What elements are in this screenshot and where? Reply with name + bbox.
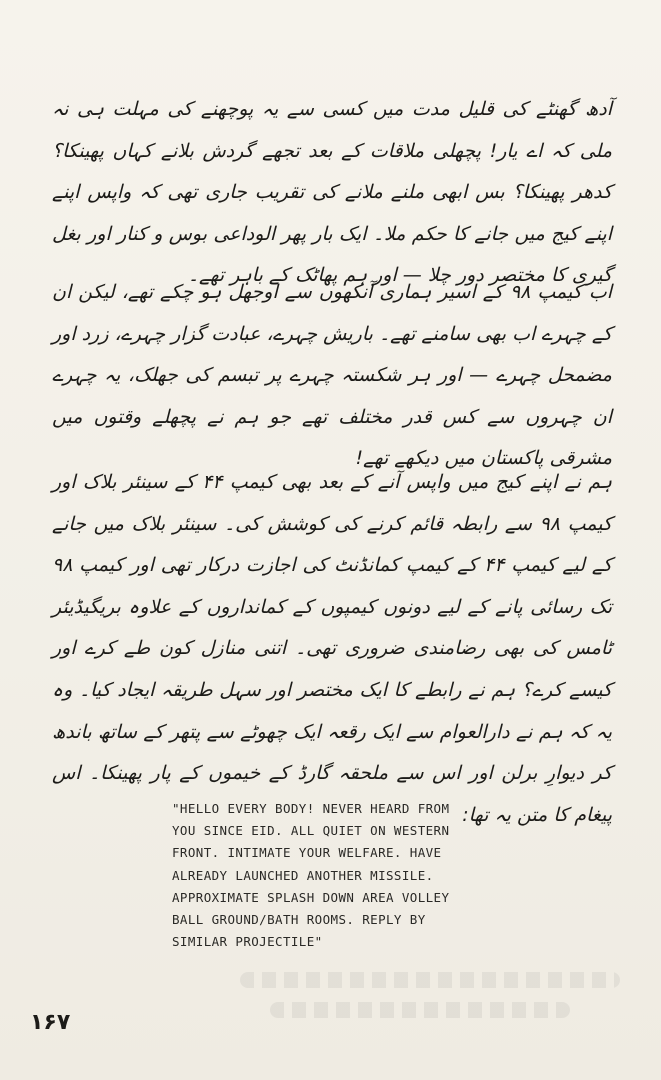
urdu-paragraph-contact: ہم نے اپنے کیج میں واپس آنے کے بعد بھی کیمپ ۴۴ کے سینئر بلاک اور کیمپ ۹۸ سے رابطہ قائم کرنے کی کوشش کی۔ سینئر بلاک میں جانے کے لیے کیمپ ۴۴ کے کیمپ کمانڈنٹ کی اجازت درکار تھی اور کیمپ ۹۸ تک رسائی پانے کے لیے دونوں کیمپوں کے کمانداروں کے علاوہ بریگیڈیئر ٹامس کی بھی رضامندی ضروری تھی۔ اتنی منازل کون طے کرے اور کیسے کرے؟ ہم نے رابطے کا ایک مختصر اور سہل طریقہ ایجاد کیا۔ وہ یہ کہ ہم نے دارالعوام سے ایک رقعہ ایک چھوٹے سے پتھر کے ساتھ باندھ کر دیوارِ برلن اور اس سے ملحقہ گارڈ کے خیموں کے پار پھینکا۔ اس پیغام کا متن یہ تھا: xyxy=(52,471,613,826)
english-message-quote: "HELLO EVERY BODY! NEVER HEARD FROM YOU SINCE EID. ALL QUIET ON WESTERN FRONT. INTIMATE YOUR WELFARE. HAVE ALREADY LAUNCHED ANOTHER MISSILE. APPROXIMATE SPLASH DOWN AREA VOLLEY BALL GROUND/BATH ROOMS. REPLY BY SIMILAR PROJECTILE" xyxy=(172,801,450,950)
page-number: ۱۶۷ xyxy=(30,1010,71,1035)
show-through-text xyxy=(270,1002,570,1018)
urdu-paragraph-meeting: آدھ گھنٹے کی قلیل مدت میں کسی سے یہ پوچھنے کی مہلت ہی نہ ملی کہ اے یار! پچھلی ملاقات کے بعد تجھے گردش بلانے کہاں پھینکا؟ کدھر پھینکا؟ بس ابھی ملنے ملانے کی تقریب جاری تھی کہ واپس اپنے اپنے کیج میں جانے کا حکم ملا۔ ایک بار پھر الوداعی بوس و کنار اور بغل گیری کا مختصر دور چلا — اور ہم پھاٹک کے باہر تھے۔ xyxy=(52,98,612,287)
urdu-paragraph-faces: اب کیمپ ۹۸ کے اسیر ہماری آنکھوں سے اوجھل ہو چکے تھے، لیکن ان کے چہرے اب بھی سامنے تھے۔ باریش چہرے، عبادت گزار چہرے، زرد اور مضمحل چہرے — اور ہر شکستہ چہرے پر تبسم کی جھلک، یہ چہرے ان چہروں سے کس قدر مختلف تھے جو ہم نے پچھلے وقتوں میں مشرقی پاکستان میں دیکھے تھے! xyxy=(52,281,612,470)
show-through-text xyxy=(240,972,620,988)
